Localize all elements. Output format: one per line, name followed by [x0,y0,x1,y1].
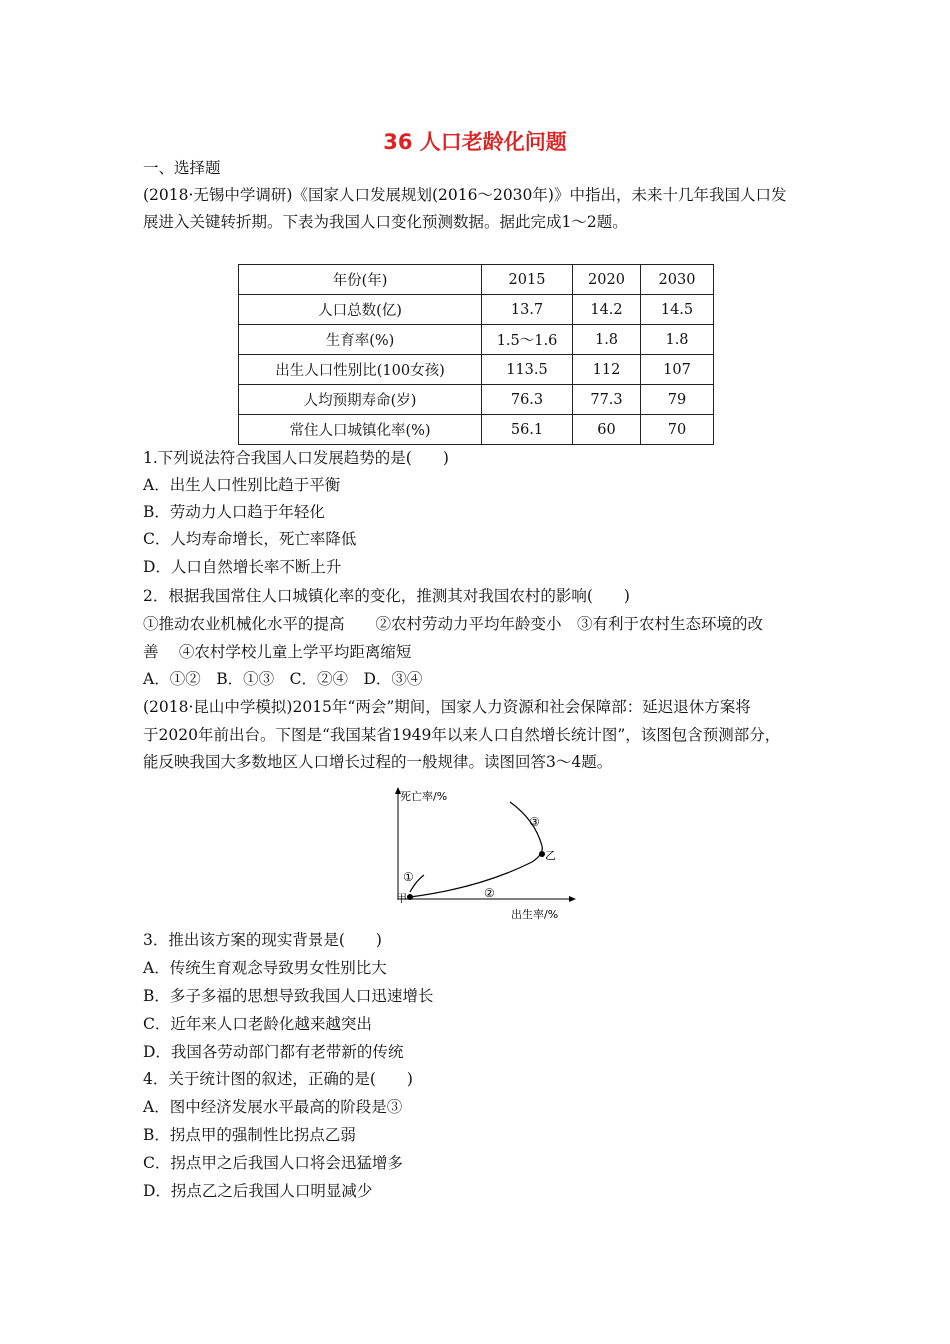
y-axis-label: 死亡率/% [400,790,448,803]
table-row [239,355,714,385]
stage-1-label: ① [403,870,414,884]
question-3-stem: 3．推出该方案的现实背景是( ) [143,931,382,949]
section-heading: 一、选择题 [143,159,221,177]
table-row [239,325,714,355]
stage-3-label: ③ [529,815,540,829]
table-cell: 1.8 [573,325,641,355]
table-row [239,385,714,415]
question-3-option-d: D．我国各劳动部门都有老带新的传统 [143,1043,404,1061]
table-cell: 13.7 [482,295,573,325]
question-4-option-b: B．拐点甲的强制性比拐点乙弱 [143,1126,356,1144]
table-cell: 60 [573,415,641,445]
table-cell: 112 [573,355,641,385]
intro-paragraph-line: (2018·无锡中学调研)《国家人口发展规划(2016～2030年)》中指出，未来十几年我国人口发 [143,186,787,204]
table-header-row [239,265,714,295]
intro-paragraph-line: (2018·昆山中学模拟)2015年“两会”期间，国家人力资源和社会保障部：延迟退休方案将 [143,698,751,716]
question-2-options: A．①② B．①③ C．②④ D．③④ [143,670,423,688]
table-cell: 1.5～1.6 [482,325,573,355]
question-3-option-c: C．近年来人口老龄化越来越突出 [143,1015,372,1033]
table-cell: 常住人口城镇化率(%) [239,415,482,445]
question-2-stem: 2．根据我国常住人口城镇化率的变化，推测其对我国农村的影响( ) [143,587,630,605]
intro-paragraph-line: 于2020年前出台。下图是“我国某省1949年以来人口自然增长统计图”，该图包含预测部分， [143,726,781,744]
table-cell: 生育率(%) [239,325,482,355]
intro-paragraph-line: 能反映我国大多数地区人口增长过程的一般规律。读图回答3～4题。 [143,753,613,771]
table-cell: 70 [641,415,714,445]
table-header-cell: 2015 [482,265,573,295]
question-2-items-line: ①推动农业机械化水平的提高 ②农村劳动力平均年龄变小 ③有利于农村生态环境的改 [143,615,764,633]
question-1-option-d: D．人口自然增长率不断上升 [143,558,342,576]
table-cell: 出生人口性别比(100女孩) [239,355,482,385]
table-cell: 14.5 [641,295,714,325]
intro-paragraph-line: 展进入关键转折期。下表为我国人口变化预测数据。据此完成1～2题。 [143,213,628,231]
table-cell: 人均预期寿命(岁) [239,385,482,415]
table-row [239,415,714,445]
table-row [239,295,714,325]
population-forecast-table [238,264,714,445]
table-cell: 79 [641,385,714,415]
question-3-option-a: A．传统生育观念导致男女性别比大 [143,959,387,977]
question-4-stem: 4．关于统计图的叙述，正确的是( ) [143,1070,413,1088]
page-title: 36 人口老龄化问题 [383,130,567,154]
turning-point-a-label: 甲 [396,892,407,905]
x-axis-label: 出生率/% [511,908,559,921]
question-1-option-c: C．人均寿命增长，死亡率降低 [143,530,357,548]
table-header-cell: 年份(年) [239,265,482,295]
question-4-option-a: A．图中经济发展水平最高的阶段是③ [143,1098,403,1116]
table-cell: 77.3 [573,385,641,415]
stage-2-3-curve [410,802,542,897]
x-axis-arrow [569,896,576,902]
turning-point-a [407,894,413,900]
question-1-stem: 1.下列说法符合我国人口发展趋势的是( ) [143,449,449,467]
question-4-option-c: C．拐点甲之后我国人口将会迅猛增多 [143,1154,403,1172]
table-cell: 1.8 [641,325,714,355]
population-growth-diagram [380,782,580,932]
table-cell: 人口总数(亿) [239,295,482,325]
question-2-items-line: 善 ④农村学校儿童上学平均距离缩短 [143,643,412,661]
table-cell: 14.2 [573,295,641,325]
table-cell: 56.1 [482,415,573,445]
stage-2-label: ② [484,886,495,900]
question-3-option-b: B．多子多福的思想导致我国人口迅速增长 [143,987,434,1005]
table-header-cell: 2030 [641,265,714,295]
table-cell: 113.5 [482,355,573,385]
table-header-cell: 2020 [573,265,641,295]
table-cell: 107 [641,355,714,385]
question-1-option-b: B．劳动力人口趋于年轻化 [143,503,325,521]
question-4-option-d: D．拐点乙之后我国人口明显减少 [143,1182,373,1200]
question-1-option-a: A．出生人口性别比趋于平衡 [143,476,341,494]
turning-point-b-label: 乙 [545,849,556,862]
table-cell: 76.3 [482,385,573,415]
